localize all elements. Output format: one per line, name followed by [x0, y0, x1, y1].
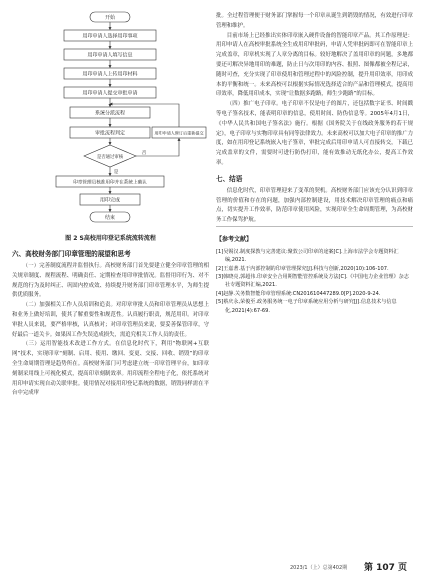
reference-item: [1]吴锡汉.制度探教与完善建议:聚敦公司印章的途案[C].上海市法学会专题资料汇编,2021.: [216, 248, 399, 264]
flow-step-label: 用印申请人填写信息: [87, 52, 133, 59]
left-column: [12, 12, 209, 399]
flow-step-label: 系统分派流程: [94, 110, 126, 117]
figure-caption: 图 2 S高校用印登记系统流转流程: [65, 235, 156, 242]
flowchart-diagram: [12, 8, 209, 230]
flow-step-label: 审批流程判定: [94, 130, 126, 137]
paragraph: 目前市场上已经推出实体印章嵌入硬件设备的智能印章产品。其工作原理是：用印申请人在高校审批系统全生成用印审批码，申请人凭审批码即可在智能印章上完成盖章，印章机实现了人章分离的目标。较好地解决了盖用印章的问题，多地都要还可解决异地用印的难题，防止日与次用印的内容、报照、图像都被全程记录，随时可查，充分实现了印章使用和管理过程中的风险控制，提升用印效率，用印成本的平衡和统一。未来高校可以根据实际情况选择适合的产品和管理模式，提高用印效率，降低用印成本，实现“让数据多跑路，师生少跑路”的目标。: [216, 32, 413, 98]
references-block: [216, 226, 413, 315]
flow-yes-label: 是: [113, 170, 119, 175]
right-column: [216, 12, 413, 315]
paragraph: （二）加强相关工作人员培训和追责。对印章审批人员和印章管理员从思想上和业务上做好培训，使其了解重要性和规范性。认真履行职责，规范用印。对印章审批人员来说，要严格审核，认真核对；对印章管理员来说，要妥善保管印章，守好最后一道关卡。如果因工作失误造成损失，需追究相关工作人员的责任。: [12, 302, 209, 338]
flow-start-label: 开始: [104, 15, 116, 21]
flow-step-label: 用印申请人上传用印材料: [82, 71, 138, 78]
issue-footer: 2023/1（上）总第402期: [290, 565, 348, 571]
flow-no-label: 否: [141, 151, 147, 156]
flow-step-label: 用印完成: [99, 197, 121, 204]
reference-item: [2]王嘉著.基于内部控制的印章管理探究[J].科技与创新,2020(10):106-107.: [216, 265, 389, 272]
flow-side-label: 用印申请人修订后重新提交: [154, 130, 204, 136]
paragraph: （一）完善制度流程并监督执行。高校财务部门首先要建立健全印章管理的相关规章制度、规程流程、明确责任、定期检查用印审批情况。监督用印行为、对不规范的行为及时纠正、巩固内控成效、持续提升财务部门印章管理水平，为师生提供优质服务。: [12, 263, 209, 299]
paragraph: （三）运用智能技术改进工作方式。在信息化时代下，利用“物联网+互联网”技术，实现印章“刻制、启用、使用、缴回、变更、交接、回收、销毁”的印章全生命周期管理是趋势所在。高校财务部门可考虑建立统一印章管理平台，如印章刻制采用线上可视化模式，提高印章刻制效率。用印流程全程电子化，依托系统对用印申请实现自动关联审批。使用情况对接用印登记系统的数据，销毁同样需在平台中完成审: [12, 341, 209, 397]
paragraph: 批。全过程管理便于财务部门掌握每一个印章从诞生到销毁的情况，有效进行印章管理和维护。: [216, 13, 413, 29]
reference-item: [4]赵静.关务数智能印章管理系统:CN201610447289.0[P].2020-9-24.: [216, 290, 381, 297]
flow-end-label: 结束: [104, 215, 116, 221]
paragraph: 信息化时代，印章管理迎来了变革的契机。高校财务部门应该充分认识到印章管理的价值和存在的问题，加强内部控制建设，用技术解决印章管理的痛点和痛点，切实提升工作效率，防范印章使用风险，实现印章全生命周期管理，为高校财务工作保驾护航。: [216, 187, 413, 224]
flow-step-label: 用印申请人提交审批申请: [82, 90, 138, 97]
flow-decision-label: 是否通过审核: [96, 155, 124, 160]
flowchart-figure: [12, 8, 209, 230]
reference-item: [3]韩晓亮,郭超伟.印章安全合用期智能管控系统及方法[C].《中国电力企业管理》杂志社专题资料汇编,2021.: [216, 273, 409, 289]
section-heading-6: 六、高校财务部门印章管理的展望和思考: [12, 250, 131, 258]
paragraph: （四）推广电子印章。电子印章不仅是电子的图片，还包括数字证书、时间戳等电子签名技术，能表明印章的信息，使用时间、防伪信息等。2005年4月1日，《中华人民共和国电子签名法》施行。根据《国务院关于在线政务服务的若干规定》，电子印章与实物印章具有同等法律效力。未来高校可以加大电子印章的推广力度，如在用印登记系统嵌入电子签章，审批完成后用印申请人可直接转交，下载已完成盖章的文件，需要时可进行防伪打印，能有效推动无纸化办公，提高工作效率。: [216, 101, 413, 166]
reference-item: [5]蔡庆永,荣俊至.政务服务统一电子印章系统应用分析与研究[J].信息技术与信息化,2021(4):67-69.: [216, 299, 397, 314]
page-number: 第 107 页: [364, 563, 408, 573]
flow-step-label: 印章管理员核准用印并在系统上确认: [73, 180, 147, 186]
flow-step-label: 用印申请人选择用印事项: [82, 33, 138, 40]
section-heading-7: 七、结语: [216, 174, 243, 183]
references-title: 【参考文献】: [216, 235, 253, 243]
